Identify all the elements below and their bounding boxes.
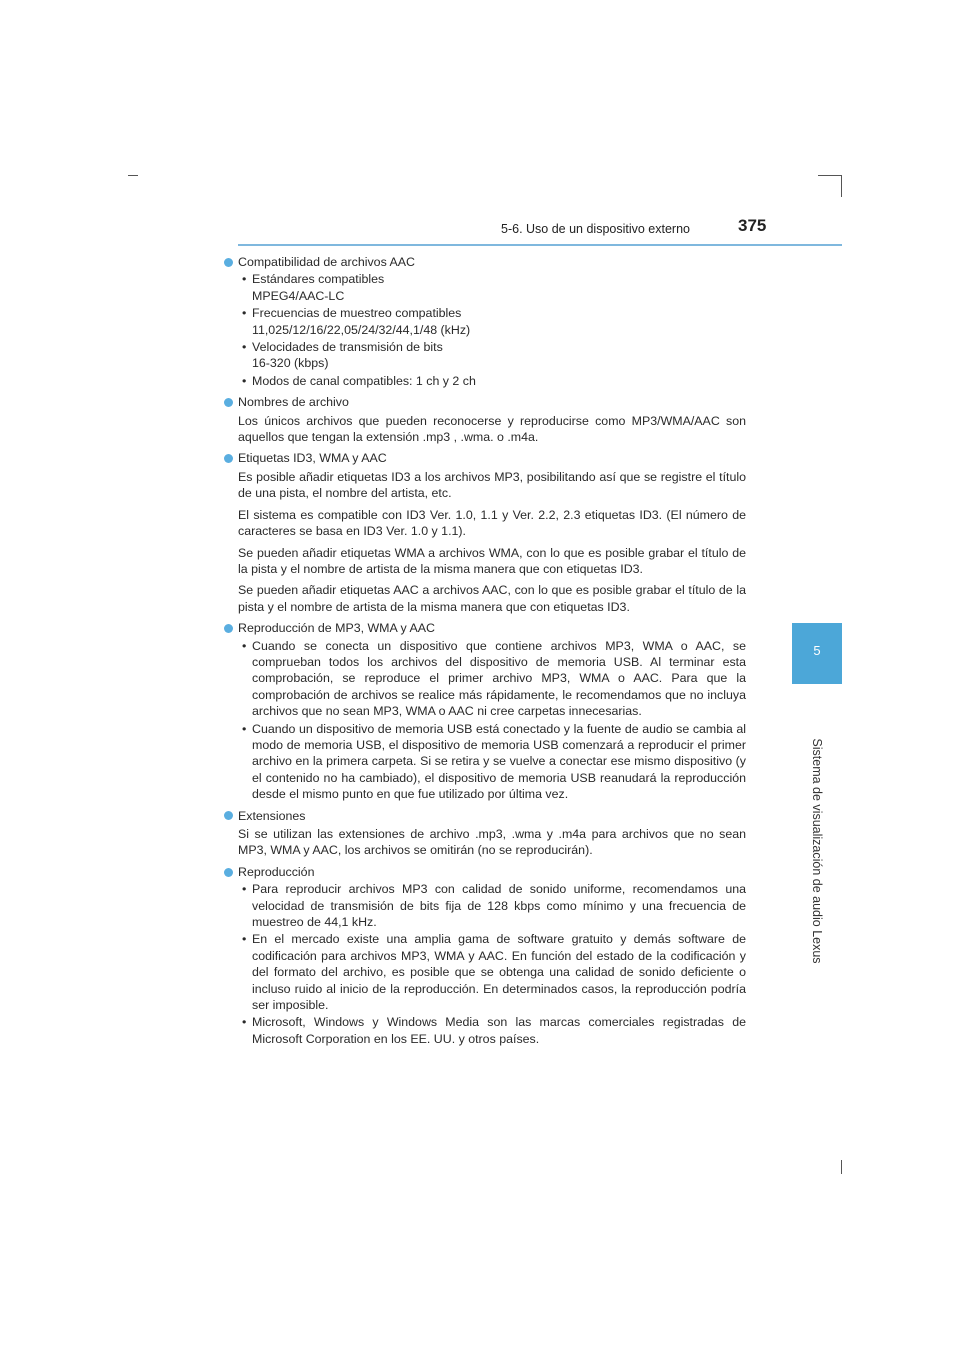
list-item-value: 11,025/12/16/22,05/24/32/44,1/48 (kHz)	[252, 322, 471, 337]
paragraph: Se pueden añadir etiquetas WMA a archivos WMA, con lo que es posible grabar el título de la pista y el nombre de artista de la misma manera que con etiquetas ID3.	[238, 545, 746, 576]
paragraph: Es posible añadir etiquetas ID3 a los archivos MP3, posibilitando así que se registre el título de una pista, el nombre del artista, etc.	[238, 469, 746, 501]
list-item-text: Cuando se conecta un dispositivo que contiene archivos MP3, WMA o AAC, se comprueban todos los archivos del dispositivo de memoria USB. Al terminar esta comprobación, se reproduce el primer archivo MP3, WMA o AAC. Para que la comprobación de archivos se realice más rápidamente, le recomendamos que no incluya archivos que no sean MP3, WMA o AAC ni cree carpetas innecesarias.	[252, 638, 746, 719]
paragraph: Si se utilizan las extensiones de archivo .mp3, .wma y .m4a para archivos que no sean MP3, WMA y AAC, los archivos se omitirán (no se reproducirán).	[238, 827, 746, 858]
section-file-names	[224, 394, 746, 445]
chapter-tab-number: 5	[813, 643, 821, 658]
chapter-tab	[792, 623, 842, 684]
list-item	[224, 305, 746, 338]
circle-bullet-icon	[224, 811, 233, 820]
crop-mark-top-right-h	[818, 175, 842, 176]
list-item	[224, 339, 746, 372]
section-playback	[224, 864, 746, 1047]
list-item-text: Cuando un dispositivo de memoria USB está conectado y la fuente de audio se cambia al modo de memoria USB, el dispositivo de memoria USB comenzará a reproducir el primer archivo en la primera carpeta. Si se retira y se vuelve a conectar ese mismo dispositivo (y el contenido no ha cambiado), el dispositivo de memoria USB reanudará la reproducción desde el mismo punto en que fue utilizado por última vez.	[252, 721, 746, 802]
circle-bullet-icon	[224, 398, 233, 407]
paragraph: Se pueden añadir etiquetas AAC a archivos AAC, con lo que es posible grabar el título de la pista y el nombre de artista de la misma manera que con etiquetas ID3.	[238, 583, 746, 614]
section-tags	[224, 450, 746, 615]
section-extensions	[224, 808, 746, 859]
paragraph: El sistema es compatible con ID3 Ver. 1.0, 1.1 y Ver. 2.2, 2.3 etiquetas ID3. (El número de caracteres se basa en ID3 Ver. 1.0 y 1.1).	[238, 507, 746, 539]
circle-bullet-icon	[224, 624, 233, 633]
section-heading: Reproducción de MP3, WMA y AAC	[238, 621, 435, 636]
chapter-side-title: Sistema de visualización de audio Lexus	[810, 738, 824, 964]
list-item-value: 16-320 (kbps)	[252, 356, 329, 371]
list-item	[224, 1014, 746, 1047]
bullet-dot-icon: •	[242, 882, 247, 897]
list-item	[224, 721, 746, 803]
bullet-dot-icon: •	[242, 932, 247, 947]
crop-mark-top-right-v	[841, 175, 842, 197]
list-item	[224, 931, 746, 1013]
circle-bullet-icon	[224, 454, 233, 463]
circle-bullet-icon	[224, 868, 233, 877]
bullet-dot-icon: •	[242, 1015, 247, 1030]
list-item	[224, 638, 746, 720]
section-heading: Compatibilidad de archivos AAC	[238, 255, 416, 269]
circle-bullet-icon	[224, 258, 233, 267]
section-title: 5-6. Uso de un dispositivo externo	[501, 222, 690, 236]
section-playback-files	[224, 620, 746, 802]
list-item-text: Para reproducir archivos MP3 con calidad de sonido uniforme, recomendamos una velocidad de transmisión de bits fija de 128 kbps como mínimo y una frecuencia de muestreo de 44,1 kHz.	[252, 882, 746, 930]
paragraph: Los únicos archivos que pueden reconocerse y reproducirse como MP3/WMA/AAC son aquellos que tengan la extensión .mp3 , .wma. o .m4a.	[238, 413, 746, 445]
list-item-label: Modos de canal compatibles: 1 ch y 2 ch	[252, 373, 476, 388]
list-item-label: Estándares compatibles	[252, 272, 385, 287]
bullet-dot-icon: •	[242, 340, 247, 355]
crop-mark-bottom-right	[841, 1160, 842, 1174]
section-heading: Extensiones	[238, 808, 306, 823]
section-aac	[224, 254, 746, 389]
bullet-dot-icon: •	[242, 306, 247, 321]
list-item-text: En el mercado existe una amplia gama de software gratuito y demás software de codificación para archivos MP3, WMA y AAC. En función del estado de la codificación y del formato del archivo, es posible que se obtenga una calidad de sonido deficiente o incluso ruido al inicio de la reproducción. En determinados casos, la reproducción podría ser imposible.	[252, 932, 746, 1013]
section-heading: Nombres de archivo	[238, 395, 349, 410]
header-rule	[238, 244, 842, 246]
bullet-dot-icon: •	[242, 638, 247, 653]
section-heading: Reproducción	[238, 864, 315, 879]
list-item-label: Velocidades de transmisión de bits	[252, 340, 443, 355]
bullet-dot-icon: •	[242, 272, 247, 287]
main-content	[224, 254, 746, 1052]
bullet-dot-icon: •	[242, 721, 247, 736]
page-number: 375	[738, 216, 767, 235]
bullet-dot-icon: •	[242, 373, 247, 388]
list-item	[224, 271, 746, 304]
list-item	[224, 881, 746, 930]
section-heading: Etiquetas ID3, WMA y AAC	[238, 451, 387, 466]
crop-mark-top-left	[128, 175, 138, 176]
list-item	[224, 373, 746, 389]
list-item-value: MPEG4/AAC-LC	[252, 288, 345, 303]
list-item-label: Frecuencias de muestreo compatibles	[252, 306, 462, 321]
list-item-text: Microsoft, Windows y Windows Media son las marcas comerciales registradas de Microsoft Corporation en los EE. UU. y otros países.	[252, 1015, 746, 1046]
